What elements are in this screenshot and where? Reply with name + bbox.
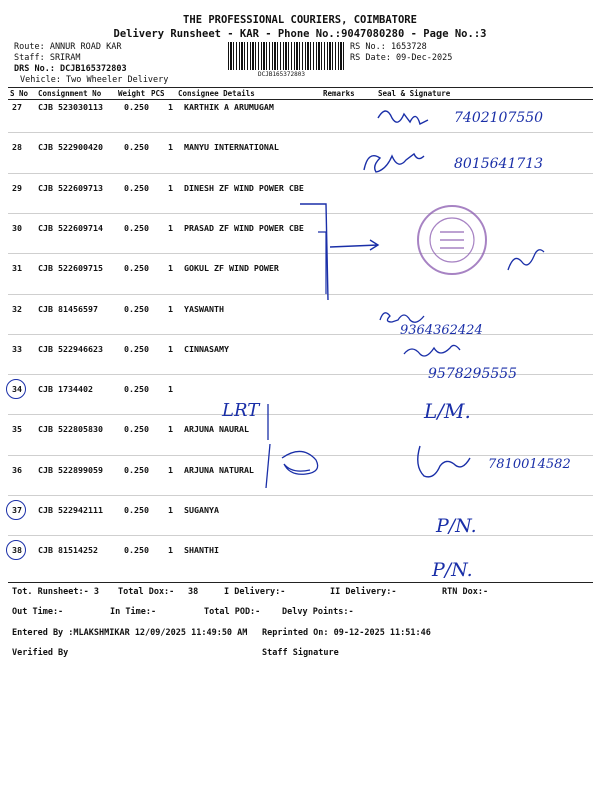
row-consignee: GOKUL ZF WIND POWER xyxy=(184,263,279,274)
hw-phone-32: 9364362424 xyxy=(400,323,483,338)
row-pcs: 1 xyxy=(168,424,173,435)
row-divider xyxy=(8,253,593,254)
row-weight: 0.250 xyxy=(124,545,149,556)
i-delivery: I Delivery:- xyxy=(224,587,286,597)
row-pcs: 1 xyxy=(168,384,173,395)
hw-phone-36: 7810014582 xyxy=(488,457,571,472)
hw-phone-28: 8015641713 xyxy=(454,156,544,172)
row-consignee: ARJUNA NATURAL xyxy=(184,464,254,475)
row-consignee: YASWANTH xyxy=(184,303,224,314)
row-pcs: 1 xyxy=(168,182,173,193)
row-weight: 0.250 xyxy=(124,182,149,193)
row-consignment-no: CJB 522609713 xyxy=(38,182,103,193)
bracket-icon xyxy=(300,204,328,300)
hw-seal-38: P/N. xyxy=(432,559,473,581)
row-consignee: SUGANYA xyxy=(184,505,219,515)
row-pcs: 1 xyxy=(168,343,173,354)
row-consignment-no: CJB 523030113 xyxy=(38,102,103,112)
row-consignee: SHANTHI xyxy=(184,545,219,556)
total-dox-value: 38 xyxy=(188,587,199,597)
row-pcs: 1 xyxy=(168,102,173,112)
vehicle-label: Vehicle: Two Wheeler Delivery xyxy=(20,75,169,85)
staff-label: Staff: SRIRAM xyxy=(14,53,81,63)
row-consignment-no: CJB 81514252 xyxy=(38,545,98,556)
hw-seal-34: L/M. xyxy=(424,399,471,423)
row-consignee: ARJUNA NAURAL xyxy=(184,424,249,435)
signature-32-icon xyxy=(380,313,424,322)
total-dox-label: Total Dox:- xyxy=(118,587,175,597)
route-label: Route: ANNUR ROAD KAR xyxy=(14,42,122,52)
rs-no-label: RS No.: 1653728 xyxy=(350,42,427,52)
barcode-image xyxy=(228,42,344,70)
rs-date-label: RS Date: 09-Dec-2025 xyxy=(350,53,453,63)
ii-delivery: II Delivery:- xyxy=(330,587,397,597)
row-consignee: KARTHIK A ARUMUGAM xyxy=(184,102,274,112)
col-remarks: Remarks xyxy=(323,89,355,98)
row-pcs: 1 xyxy=(168,464,173,475)
row-consignment-no: CJB 81456597 xyxy=(38,303,98,314)
hw-phone-27: 7402107550 xyxy=(454,110,544,126)
company-title: THE PROFESSIONAL COURIERS, COIMBATORE xyxy=(183,14,417,26)
row-divider xyxy=(8,535,593,536)
delvy-points: Delvy Points:- xyxy=(282,607,354,617)
col-seal: Seal & Signature xyxy=(378,89,451,98)
runsheet-title: Delivery Runsheet - KAR - Phone No.:9047080280 - Page No.:3 xyxy=(113,28,487,40)
col-sno: S No xyxy=(10,89,29,98)
row-pcs: 1 xyxy=(168,222,173,233)
row-divider xyxy=(8,213,593,214)
col-pcs: PCS xyxy=(151,89,165,98)
signature-28-icon xyxy=(364,154,424,172)
row-divider xyxy=(8,294,593,295)
row-consignment-no: CJB 522899059 xyxy=(38,464,103,475)
row-sno: 30 xyxy=(12,222,22,233)
circle-mark-icon xyxy=(6,379,26,399)
reprinted-on: Reprinted On: 09-12-2025 11:51:46 xyxy=(262,628,431,638)
rtn-dox: RTN Dox:- xyxy=(442,587,489,597)
row-weight: 0.250 xyxy=(124,142,149,153)
row-weight: 0.250 xyxy=(124,343,149,354)
staff-signature: Staff Signature xyxy=(262,648,339,658)
footer-rule xyxy=(8,582,593,583)
barcode-text: DCJB165372803 xyxy=(258,71,305,78)
entered-by: Entered By :MLAKSHMIKAR 12/09/2025 11:49:50 AM xyxy=(12,628,248,638)
col-weight: Weight xyxy=(118,89,146,98)
circle-mark-icon xyxy=(6,540,26,560)
row-sno: 34 xyxy=(12,384,22,395)
row-weight: 0.250 xyxy=(124,303,149,314)
row-divider xyxy=(8,132,593,133)
row-divider xyxy=(8,374,593,375)
signature-36b-icon xyxy=(418,446,470,477)
row-divider xyxy=(8,495,593,496)
row-sno: 29 xyxy=(12,182,22,193)
row-sno: 28 xyxy=(12,142,22,153)
tot-runsheet: Tot. Runsheet:- 3 xyxy=(12,587,99,597)
drs-label: DRS No.: DCJB165372803 xyxy=(14,64,127,74)
in-time: In Time:- xyxy=(110,607,157,617)
row-consignment-no: CJB 1734402 xyxy=(38,384,93,395)
row-sno: 37 xyxy=(12,505,22,515)
row-divider xyxy=(8,173,593,174)
row-consignment-no: CJB 522805830 xyxy=(38,424,103,435)
col-consignment: Consignment No xyxy=(38,89,102,98)
signature-27-icon xyxy=(378,111,428,124)
row-sno: 35 xyxy=(12,424,22,435)
row-consignment-no: CJB 522609715 xyxy=(38,263,103,274)
row-consignee: MANYU INTERNATIONAL xyxy=(184,142,279,153)
row-pcs: 1 xyxy=(168,303,173,314)
row-divider xyxy=(8,334,593,335)
row-weight: 0.250 xyxy=(124,464,149,475)
row-pcs: 1 xyxy=(168,545,173,556)
row-divider xyxy=(8,414,593,415)
row-weight: 0.250 xyxy=(124,424,149,435)
row-consignee: DINESH ZF WIND POWER CBE xyxy=(184,182,304,193)
row-sno: 33 xyxy=(12,343,22,354)
row-consignment-no: CJB 522942111 xyxy=(38,505,103,515)
total-pod: Total POD:- xyxy=(204,607,261,617)
row-weight: 0.250 xyxy=(124,222,149,233)
row-pcs: 1 xyxy=(168,142,173,153)
hw-remark-34: LRT xyxy=(222,400,260,421)
col-consignee: Consignee Details xyxy=(178,89,255,98)
header-top-rule xyxy=(8,87,593,88)
hw-phone-33: 9578295555 xyxy=(428,366,518,382)
row-consignment-no: CJB 522946623 xyxy=(38,343,103,354)
row-sno: 36 xyxy=(12,464,22,475)
signature-33-icon xyxy=(404,345,460,356)
header-bottom-rule xyxy=(8,99,593,100)
row-sno: 27 xyxy=(12,102,22,112)
row-divider xyxy=(8,455,593,456)
row-consignee: PRASAD ZF WIND POWER CBE xyxy=(184,222,304,233)
row-pcs: 1 xyxy=(168,263,173,274)
hw-seal-37: P/N. xyxy=(436,515,477,537)
arrow-icon xyxy=(330,240,378,250)
row-consignment-no: CJB 522900420 xyxy=(38,142,103,153)
out-time: Out Time:- xyxy=(12,607,64,617)
verified-by: Verified By xyxy=(12,648,69,658)
row-sno: 31 xyxy=(12,263,22,274)
row-weight: 0.250 xyxy=(124,384,149,395)
row-weight: 0.250 xyxy=(124,505,149,515)
row-consignee: CINNASAMY xyxy=(184,343,229,354)
row-consignment-no: CJB 522609714 xyxy=(38,222,103,233)
row-pcs: 1 xyxy=(168,505,173,515)
row-sno: 32 xyxy=(12,303,22,314)
circle-mark-icon xyxy=(6,500,26,520)
row-sno: 38 xyxy=(12,545,22,556)
company-seal-stamp-icon xyxy=(418,206,486,274)
row-weight: 0.250 xyxy=(124,263,149,274)
row-weight: 0.250 xyxy=(124,102,149,112)
